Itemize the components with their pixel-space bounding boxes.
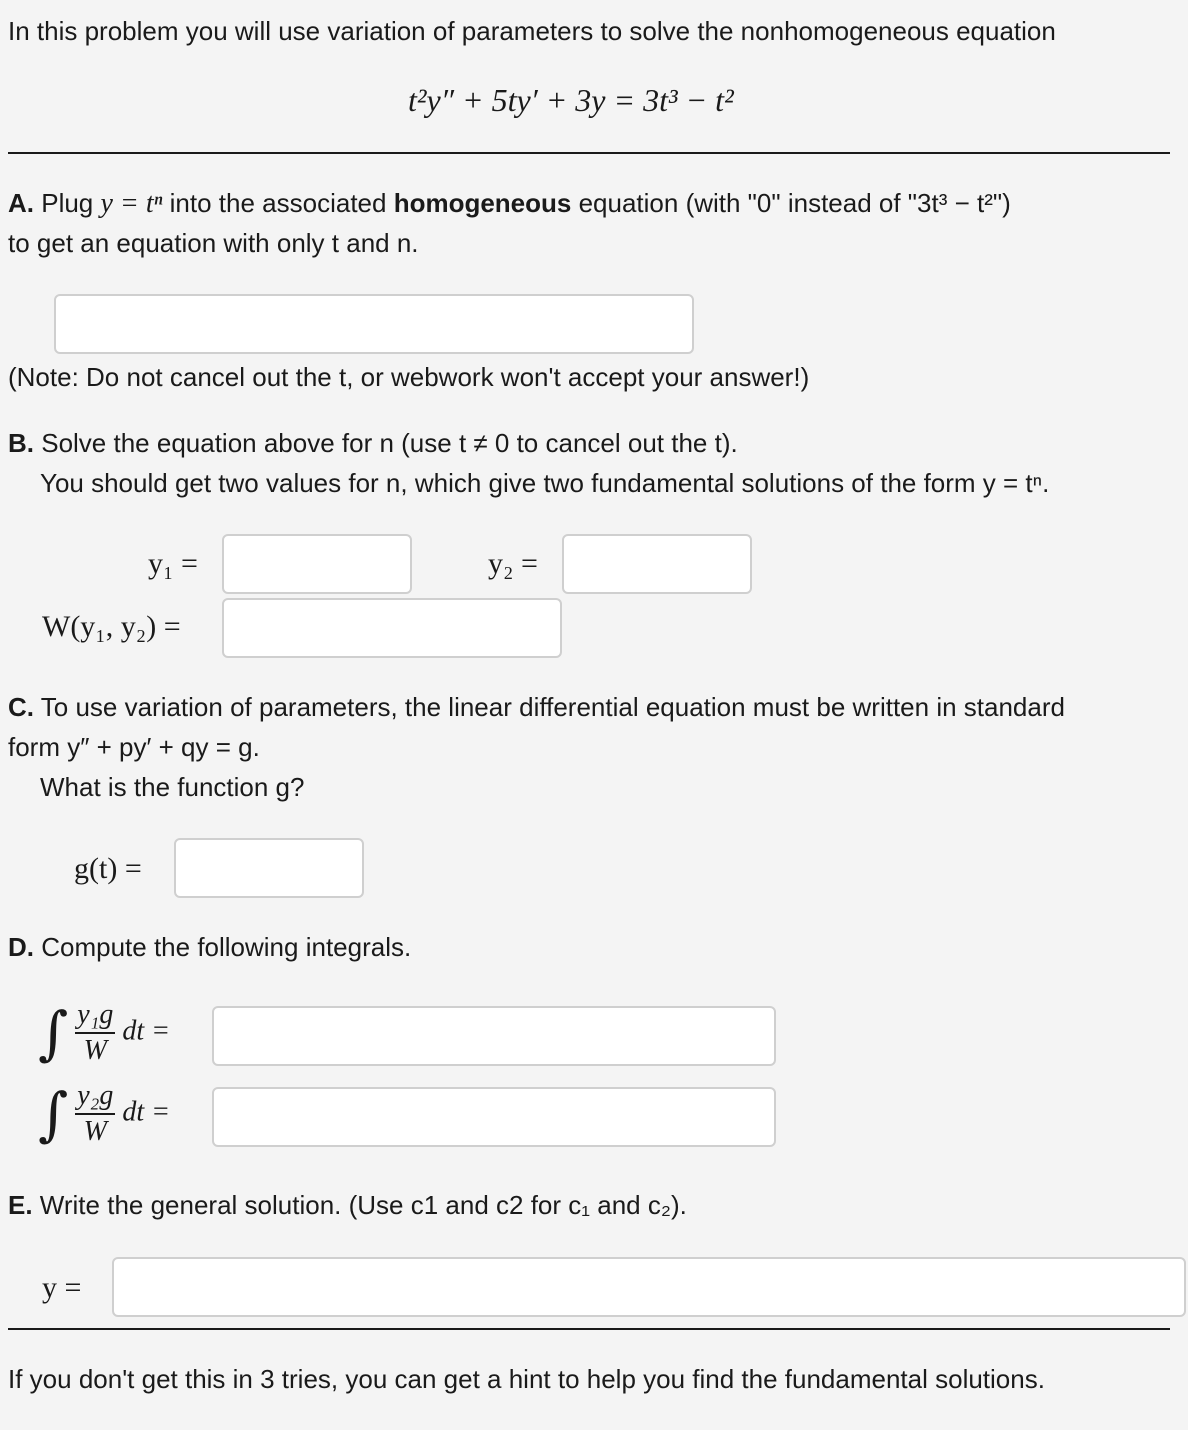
integral-1-label: ∫ $\frac{\text{y₁g}}{W}$ dt = <box>38 999 171 1067</box>
divider-top <box>8 152 1170 154</box>
wronskian-input[interactable] <box>222 598 562 658</box>
part-c-line2: form y″ + py′ + qy = g. <box>8 732 260 762</box>
hint-text: If you don't get this in 3 tries, you can get a hint to help you find the fundamental solutions. <box>8 1364 1045 1394</box>
part-c-line3: What is the function g? <box>40 772 305 802</box>
part-e-letter: E. <box>8 1190 33 1220</box>
divider-bottom <box>8 1328 1170 1330</box>
part-d-letter: D. <box>8 932 34 962</box>
part-a-prompt: A. Plug y = tⁿ into the associated homogeneous equation (with "0" instead of "3t³ − t²") <box>8 188 1011 219</box>
wronskian-label: W(y₁, y₂) = <box>42 610 181 643</box>
y1-input[interactable] <box>222 534 412 594</box>
integral-2-label: ∫ $\frac{\text{y₂g}}{W}$ dt = <box>38 1080 171 1148</box>
part-a-letter: A. <box>8 188 34 218</box>
integral-1-input[interactable] <box>212 1006 776 1066</box>
part-b-prompt: B. Solve the equation above for n (use t ≠ 0 to cancel out the t). <box>8 428 738 458</box>
answer-input-a[interactable] <box>54 294 694 354</box>
part-b-line2: You should get two values for n, which give two fundamental solutions of the form y = tⁿ. <box>40 468 1050 498</box>
part-b-letter: B. <box>8 428 34 458</box>
g-input[interactable] <box>174 838 364 898</box>
part-c-letter: C. <box>8 692 34 722</box>
integral-sign: ∫ <box>38 999 69 1067</box>
part-e-prompt: E. Write the general solution. (Use c1 and c2 for c₁ and c₂). <box>8 1190 687 1220</box>
y2-input[interactable] <box>562 534 752 594</box>
integral-2-input[interactable] <box>212 1087 776 1147</box>
y1-label: y₁ = <box>148 547 198 580</box>
g-label: g(t) = <box>74 852 142 885</box>
main-equation: t²y″ + 5ty′ + 3y = 3t³ − t² <box>408 82 734 118</box>
part-c-prompt: C. To use variation of parameters, the linear differential equation must be written in standard <box>8 692 1065 722</box>
intro-text: In this problem you will use variation of parameters to solve the nonhomogeneous equation <box>8 16 1056 46</box>
part-d-prompt: D. Compute the following integrals. <box>8 932 412 962</box>
integral-sign: ∫ <box>38 1080 69 1148</box>
general-solution-input[interactable] <box>112 1257 1186 1317</box>
y2-label: y₂ = <box>488 547 538 580</box>
general-solution-label: y = <box>42 1271 82 1304</box>
part-a-note: (Note: Do not cancel out the t, or webwork won't accept your answer!) <box>8 362 810 392</box>
part-a-line2: to get an equation with only t and n. <box>8 228 419 258</box>
